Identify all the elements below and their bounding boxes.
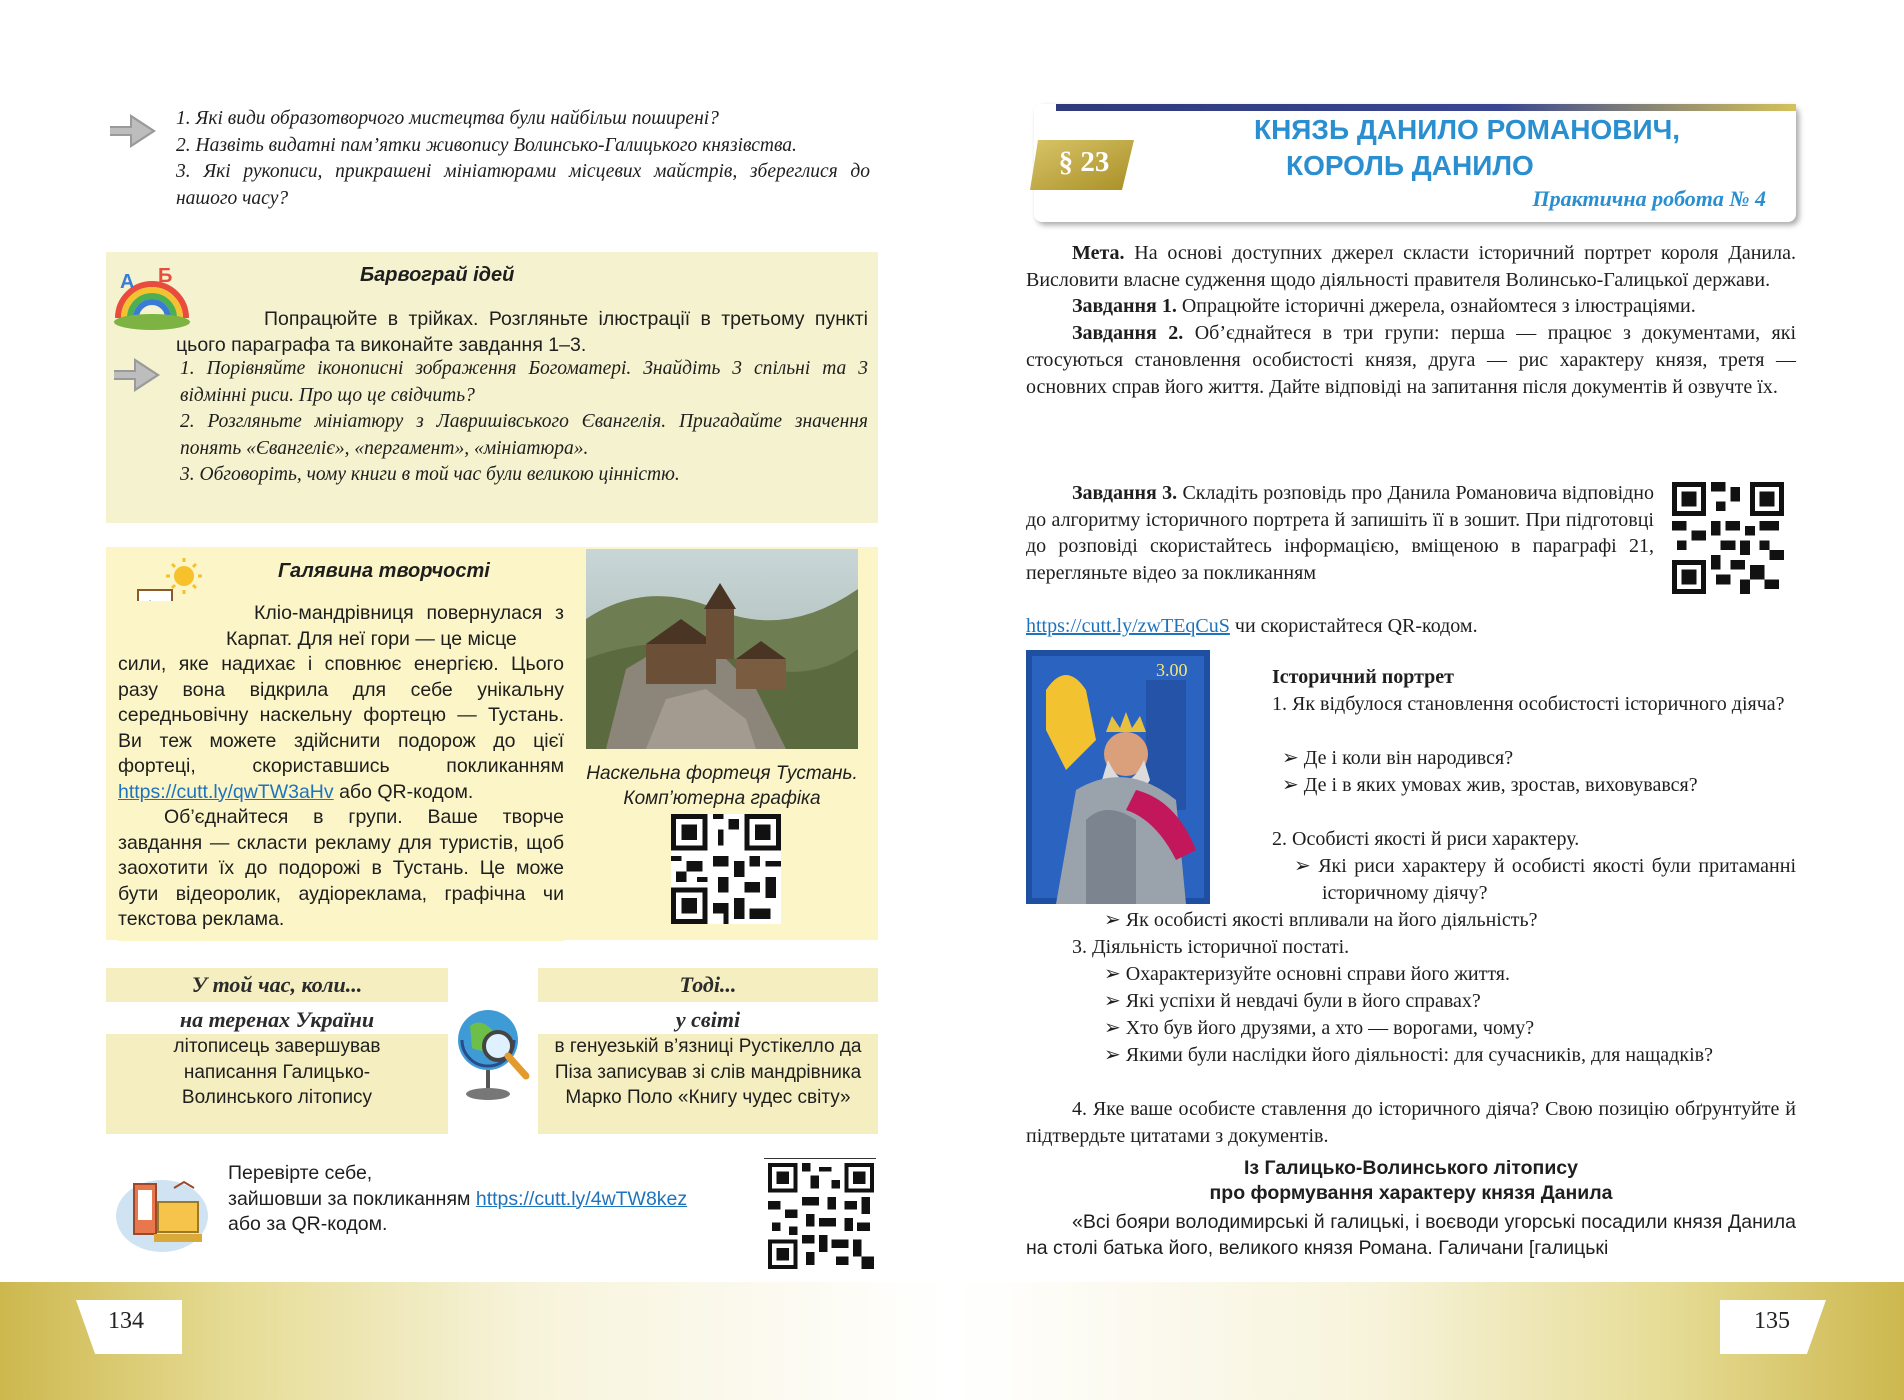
portrait-item-3: 3. Діяльність історичної постаті. (1072, 936, 1350, 958)
question-2: 2. Назвіть видатні пам’ятки живопису Волинсько-Галицького князівства. (176, 134, 797, 156)
svg-text:3.00: 3.00 (1156, 660, 1188, 680)
globe-magnifier-icon (450, 998, 534, 1108)
timeline-left-text: літописець завершував написання Галицько-Волинського літопису (106, 1034, 448, 1134)
task-3-paragraph: Завдання 3. Складіть розповідь про Данила Романовича відповідно до алгоритму історичного портрета й запишіть її в зошит. При підготовці до розповіді скористайтесь інформацією, вміщеною в параграфі 21, перегляньте відео за покликанням (1026, 482, 1654, 585)
question-1: 1. Які види образотворчого мистецтва були найбільш поширені? (176, 108, 719, 129)
portrait-heading: Історичний портрет (1272, 664, 1454, 691)
check-link[interactable]: https://cutt.ly/4wTW8kez (475, 1187, 688, 1210)
page-number: 134 (108, 1308, 144, 1334)
timeline-right-head: Тоді... (538, 968, 878, 1002)
portrait-subitem: ➢ Які риси характеру й особисті якості були притаманні історичному діячу? (1294, 855, 1796, 904)
portrait-item-2: 2. Особисті якості й риси характеру. (1272, 828, 1580, 850)
tustan-caption: Наскельна фортеця Тустань. Комп’ютерна графіка (586, 763, 858, 809)
svg-text:А: А (120, 271, 135, 293)
creativity-paragraph-2: Об’єднайтеся в групи. Ваше творче завдання — скласти рекламу для туристів, щоб заохотити їх до подорожі в Тустань. Це може бути відеоролик, аудіореклама, графічна чи текстова реклама. (118, 806, 564, 930)
ideas-task-2: 2. Розгляньте мініатюру з Лавришівського Євангелія. Пригадайте значення понять «Євангеліє», «пергамент», «мініатюра». (180, 411, 868, 459)
danylo-stamp-image (1026, 650, 1210, 904)
goal-paragraph: Мета. На основі доступних джерел скласти історичний портрет короля Данила. Висловити власне судження щодо діяльності правителя Волинсько-Галицької держави. (1026, 242, 1796, 291)
portrait-subitem: ➢ Де і коли він народився? ➢ Де і в яких умовах жив, зростав, виховувався? (1282, 747, 1698, 796)
video-link[interactable]: https://cutt.ly/zwTEqCuS (1026, 615, 1230, 637)
task-2-paragraph: Завдання 2. Об’єднайтеся в три групи: перша — працює з документами, які стосуються становлення особистості князя, друга — рис характеру князя, третя — основних справ його життя. Дайте відповіді на запитання після документів й озвучте їх. (1026, 322, 1797, 398)
task-3-link-line: https://cutt.ly/zwTEqCuS чи скористайтеся QR-кодом. (1026, 615, 1478, 637)
qr-divider (764, 1158, 876, 1159)
ideas-title: Барвограй ідей (360, 264, 515, 286)
computer-icon (114, 1168, 210, 1254)
portrait-subitems: ➢ Охарактеризуйте основні справи його життя. ➢ Які успіхи й невдачі були в його справах? ➢ Хто був його друзями, а хто — ворогами, чому? ➢ Якими були наслідки його діяльності: для сучасників, для нащадків? (1104, 963, 1713, 1066)
portrait-item-4: 4. Яке ваше особисте ставлення до історичного діяча? Свою позицію обґрунтуйте й підтвердьте цитатами з документів. (1026, 1098, 1796, 1147)
ideas-task-1: 1. Порівняйте іконописні зображення Богоматері. Знайдіть 3 спільні та 3 відмінні риси. Про що це свідчить? (180, 358, 868, 406)
creativity-line-a: Кліо-мандрівниця повернулася з Карпат. Для неї гори — це місце (226, 602, 564, 650)
timeline-right-text: в генуезькій в’язниці Рустікелло да Піза записував зі слів мандрівника Марко Поло «Книгу чудес світу» (538, 1034, 878, 1134)
portrait-item-1: 1. Як відбулося становлення особистості історичного діяча? (1272, 693, 1785, 715)
chronicle-quote: «Всі бояри володимирські й галицькі, і воєводи угорські посадили князя Данила на столі батька його, великого князя Романа. Галичани [галицькі (1026, 1211, 1796, 1259)
arrow-right-icon (112, 352, 162, 398)
ideas-intro: Попрацюйте в трійках. Розгляньте ілюстрації в третьому пункті цього параграфа та виконайте завдання 1–3. (176, 308, 868, 356)
svg-text:Б: Б (158, 265, 173, 287)
tustan-link[interactable]: https://cutt.ly/qwTW3aHv (118, 780, 334, 803)
chronicle-title: Із Галицько-Волинського літопису про формування характеру князя Данила (1209, 1157, 1613, 1204)
timeline-left-head: У той час, коли... (106, 968, 448, 1002)
creativity-paragraph-1-rest: сили, яке надихає і сповнює енергією. Цього разу вона відкрила для себе унікальну середньовічну наскельну фортецю — Тустань. Ви теж можете здійснити подорож до цієї фортеці, скориставшись покликанням https://cutt.ly/qwTW3aHv або QR-кодом. (118, 653, 564, 803)
creativity-title: Галявина творчості (278, 560, 490, 582)
question-3: 3. Які рукописи, прикрашені мініатюрами місцевих майстрів, збереглися до нашого часу? (176, 161, 870, 209)
arrow-right-icon (108, 108, 158, 154)
ideas-task-3: 3. Обговоріть, чому книги в той час були великою цінністю. (180, 464, 680, 485)
task-1-paragraph: Завдання 1. Опрацюйте історичні джерела, ознайомтеся з ілюстраціями. (1072, 295, 1696, 318)
paragraph-number: § 23 (1058, 146, 1110, 178)
timeline-right-subhead: у світі (538, 1004, 878, 1036)
practical-work-subtitle: Практична робота № 4 (1532, 186, 1766, 211)
qr-code[interactable] (768, 1163, 874, 1269)
paragraph-title: КНЯЗЬ ДАНИЛО РОМАНОВИЧ, КОРОЛЬ ДАНИЛО (1254, 114, 1681, 181)
portrait-subitem: ➢ Як особисті якості впливали на його діяльність? (1104, 909, 1538, 931)
timeline-left-subhead: на теренах України (106, 1004, 448, 1036)
qr-code[interactable] (671, 814, 781, 924)
page-number: 135 (1754, 1308, 1790, 1334)
ideas-tasks (180, 356, 868, 489)
task-text (1026, 240, 1796, 400)
qr-code[interactable] (1672, 482, 1784, 594)
tustan-fortress-image (586, 549, 858, 749)
review-questions (176, 106, 870, 212)
check-yourself-text: Перевірте себе, зайшовши за покликанням https://cutt.ly/4wTW8kez або за QR-кодом. (228, 1162, 688, 1235)
